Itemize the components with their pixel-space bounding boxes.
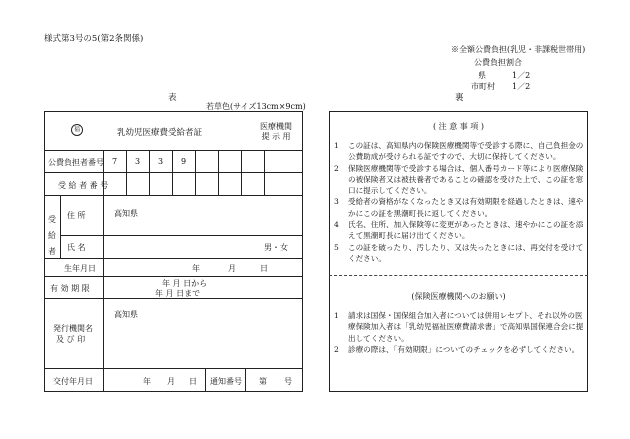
issue-year-unit: 年 (143, 377, 151, 386)
card-title: 乳幼児医療費受給者証 (117, 128, 203, 138)
section-divider (329, 275, 588, 276)
payer-digit: 9 (180, 157, 187, 166)
issue-date-label: 交付年月日 (53, 377, 93, 386)
notice-number-suffix: 号 (284, 377, 292, 386)
caution-item: 4 氏名、住所、加入保険等に変更があったときは、速やかにこの証を添えて黒潮町長に届け出てください。 (334, 220, 584, 241)
caution-title: ( 注 意 事 項 ) (433, 122, 484, 131)
address-value: 高知県 (114, 209, 138, 218)
card-color-note: 若草色(サイズ13cm×9cm) (206, 102, 306, 111)
payer-digit: 3 (157, 157, 164, 166)
validity-label: 有 効 期 限 (50, 284, 90, 293)
institution-request-item: 1 請求は国保・国保組合加入者については併用レセプト、それ以外の医療保険加入者は「乳幼児福祉医療費請求書」で高知県国保連合会に提出してください。 (334, 311, 584, 343)
caution-item: 5 この証を破ったり、汚したり、又は失ったときには、再交付を受けてください。 (334, 242, 584, 263)
full-burden-note: ※全額公費負担(乳児・非課税世帯用) (451, 45, 586, 54)
institution-request-item: 2 診療の際は、「有効期限」についてのチェックを必ずしてください。 (334, 344, 580, 354)
birth-date-label: 生年月日 (64, 264, 96, 273)
issuer-label-line1: 発行機関名 (53, 324, 93, 333)
address-label: 住 所 (67, 211, 86, 220)
gender-options: 男・女 (264, 243, 288, 252)
burden-ratio-title: 公費負担割合 (474, 58, 522, 67)
birth-year-unit: 年 (192, 264, 200, 273)
prefecture-label: 県 (478, 71, 486, 80)
validity-until: 年 月 日まで (155, 289, 201, 298)
back-side-label: 裏 (455, 93, 464, 103)
institution-request-list (334, 310, 584, 355)
payer-number-label: 公費負担者番号 (48, 158, 104, 167)
caution-list (334, 140, 584, 264)
notice-number-label: 通知番号 (210, 377, 242, 386)
name-label: 氏 名 (67, 243, 86, 252)
recipient-vertical-label: 受給者 (48, 215, 56, 256)
birth-month-unit: 月 (228, 264, 236, 273)
clinic-label-line1: 医療機関 (260, 122, 292, 131)
seal-mark: 福 (71, 124, 83, 136)
caution-item: 3 受給者の資格がなくなったとき又は有効期限を経過したときは、速やかにこの証を黒潮町長に返してください。 (334, 197, 584, 218)
notice-number-prefix: 第 (259, 377, 267, 386)
prefecture-ratio: 1／2 (512, 71, 531, 80)
issue-month-unit: 月 (167, 377, 175, 386)
institution-request-title: (保険医療機関へのお願い) (411, 292, 506, 301)
form-number: 様式第3号の5(第2条関係) (44, 34, 144, 44)
municipality-label: 市町村 (471, 82, 495, 91)
payer-digit: 3 (134, 157, 141, 166)
recipient-number-label: 受 給 者 番 号 (58, 181, 109, 190)
issuer-value: 高知県 (114, 310, 138, 319)
front-side-label: 表 (168, 93, 177, 103)
payer-digit: 7 (111, 157, 118, 166)
issuer-label-line2: 及 び 印 (56, 335, 86, 344)
municipality-ratio: 1／2 (512, 82, 531, 91)
caution-item: 1 この証は、高知県内の保険医療機関等で受診する際に、自己負担金の公費助成が受けられる証ですので、大切に保持してください。 (334, 141, 584, 162)
clinic-label-line2: 提 示 用 (261, 132, 291, 141)
caution-item: 2 保険医療機関等で受診する場合は、個人番号カード等により医療保険の被保険者又は被扶養者であることの確認を受けた上で、この証を窓口に提示してください。 (334, 163, 584, 196)
birth-day-unit: 日 (260, 264, 268, 273)
issue-day-unit: 日 (189, 377, 197, 386)
validity-from: 年 月 日から (162, 279, 208, 288)
